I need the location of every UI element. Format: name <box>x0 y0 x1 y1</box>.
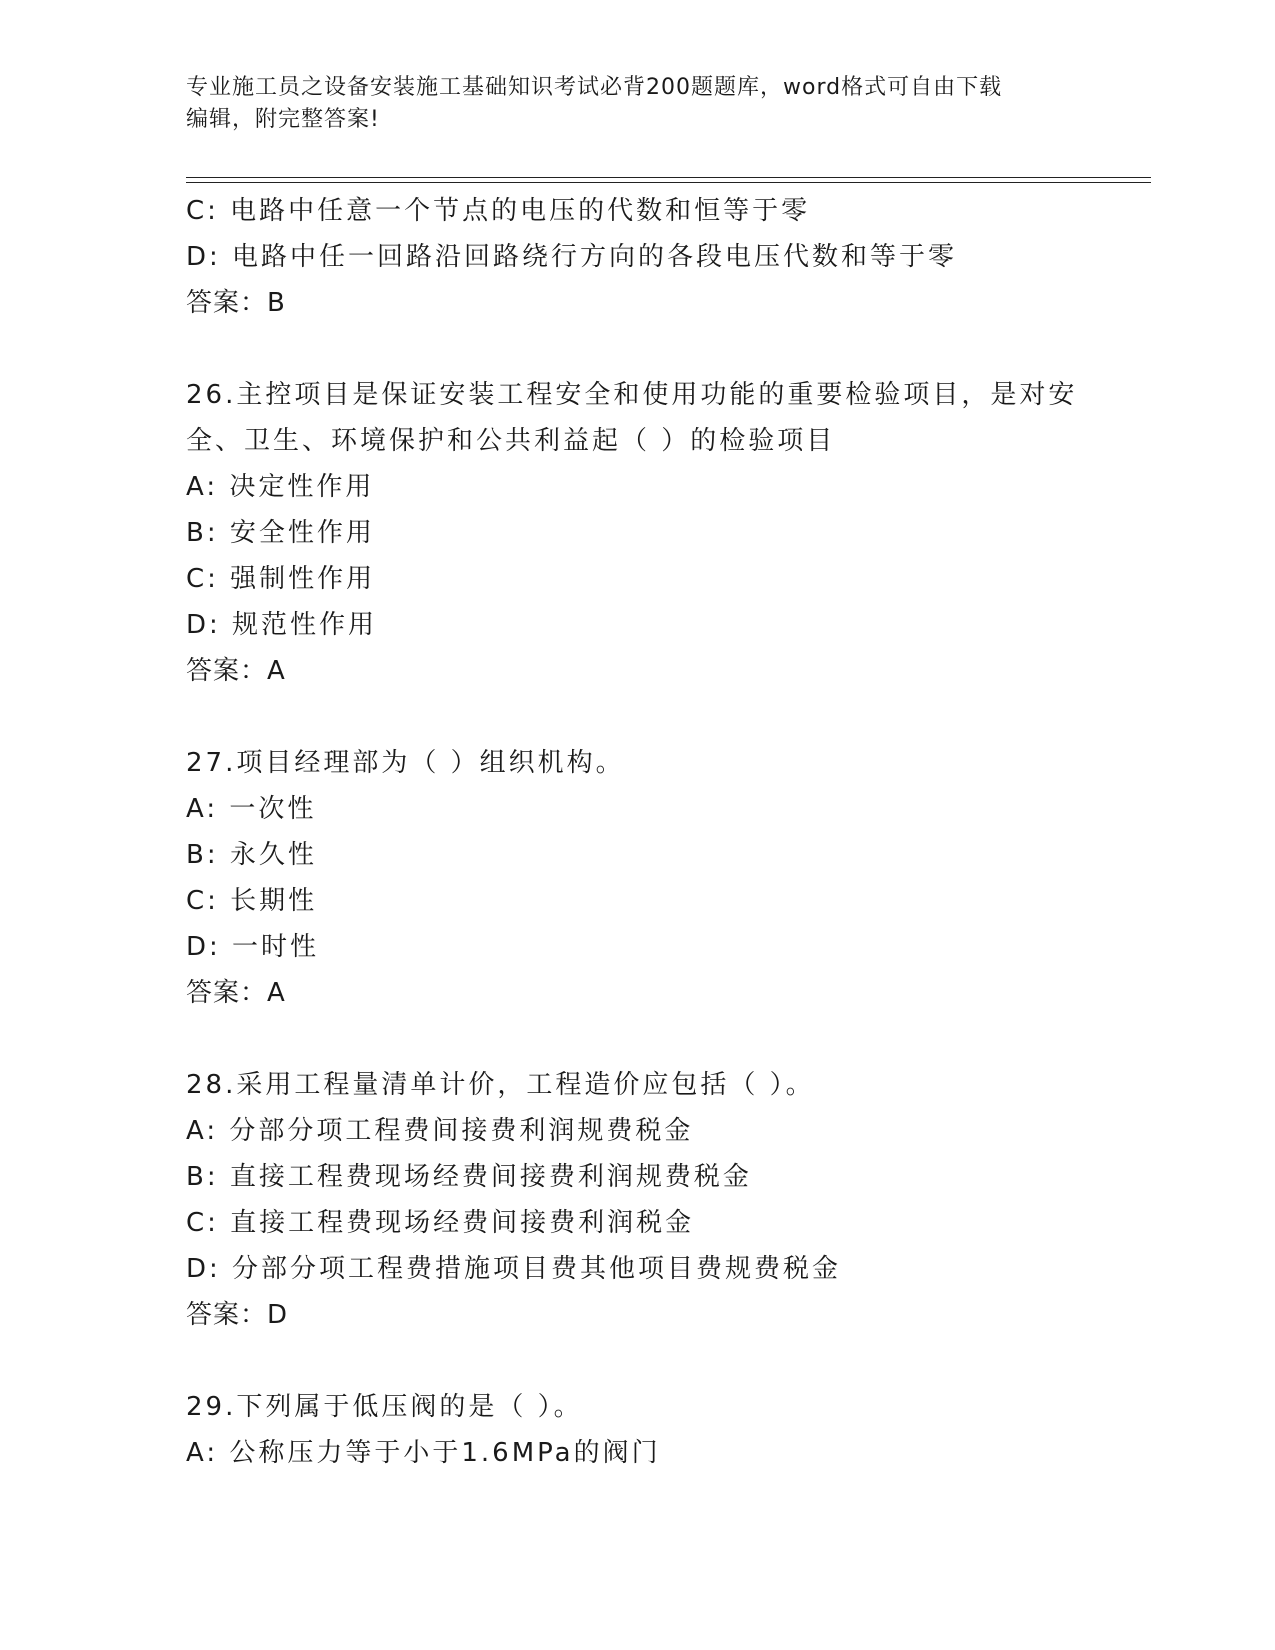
option-d: D: 一时性 <box>186 932 320 962</box>
option-a: A: 公称压力等于小于1.6MPa的阀门 <box>186 1438 661 1468</box>
header-title-line1: 专业施工员之设备安装施工基础知识考试必背200题题库，word格式可自由下载 <box>186 75 1003 100</box>
option-b: B: 安全性作用 <box>186 518 375 548</box>
option-a: A: 一次性 <box>186 794 317 824</box>
option-d: D: 电路中任一回路沿回路绕行方向的各段电压代数和等于零 <box>186 242 958 272</box>
option-d: D: 规范性作用 <box>186 610 378 640</box>
question-27 <box>186 740 1086 1016</box>
option-b: B: 直接工程费现场经费间接费利润规费税金 <box>186 1162 752 1192</box>
option-a: A: 决定性作用 <box>186 472 375 502</box>
question-29 <box>186 1384 1086 1476</box>
question-25 <box>186 188 1086 326</box>
header-divider-bottom <box>186 182 1151 183</box>
answer: 答案：A <box>186 978 286 1008</box>
question-26 <box>186 372 1086 694</box>
answer: 答案：B <box>186 288 286 318</box>
question-stem: 27.项目经理部为（ ）组织机构。 <box>186 748 625 778</box>
option-c: C: 直接工程费现场经费间接费利润税金 <box>186 1208 695 1238</box>
document-header <box>186 72 1086 136</box>
answer: 答案：A <box>186 656 286 686</box>
option-a: A: 分部分项工程费间接费利润规费税金 <box>186 1116 694 1146</box>
question-stem-continued: 全、卫生、环境保护和公共利益起（ ）的检验项目 <box>186 426 836 456</box>
option-d: D: 分部分项工程费措施项目费其他项目费规费税金 <box>186 1254 842 1284</box>
question-stem: 26.主控项目是保证安装工程安全和使用功能的重要检验项目，是对安 <box>186 380 1078 410</box>
header-divider-top <box>186 177 1151 178</box>
option-c: C: 电路中任意一个节点的电压的代数和恒等于零 <box>186 196 811 226</box>
question-stem: 29.下列属于低压阀的是（ ）。 <box>186 1392 583 1422</box>
answer: 答案：D <box>186 1300 289 1330</box>
option-c: C: 长期性 <box>186 886 318 916</box>
option-c: C: 强制性作用 <box>186 564 376 594</box>
option-b: B: 永久性 <box>186 840 317 870</box>
question-28 <box>186 1062 1086 1338</box>
question-list <box>186 188 1086 1476</box>
question-stem: 28.采用工程量清单计价，工程造价应包括（ ）。 <box>186 1070 815 1100</box>
header-title-line2: 编辑，附完整答案! <box>186 107 380 132</box>
